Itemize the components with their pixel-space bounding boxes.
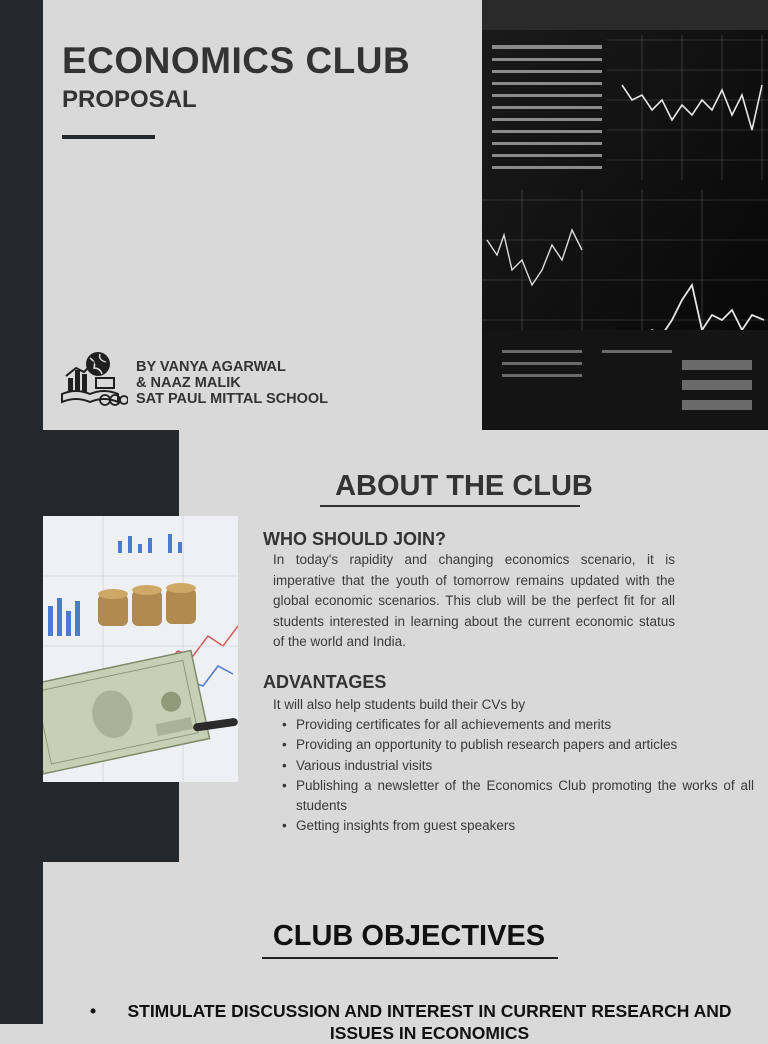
who-should-join-text: In today's rapidity and changing economics scenario, it is imperative that the youth of tomorrow remains updated with the global economic scenarios. This club will be the perfect fit for all students interested in learning about the current economic status of the world and India. (273, 552, 675, 649)
about-section-title: ABOUT THE CLUB (335, 470, 593, 502)
who-should-join-heading: WHO SHOULD JOIN? (263, 529, 446, 549)
advantage-item: • Various industrial visits (282, 756, 754, 776)
advantages-intro: It will also help students build their CVs by (273, 697, 526, 712)
left-dark-bar (0, 0, 43, 1024)
objectives-title-underline (262, 957, 558, 959)
author-line-2: & NAAZ MALIK (136, 375, 241, 391)
money-coins-photo (43, 516, 238, 782)
authors-block (136, 359, 328, 407)
advantage-item: • Publishing a newsletter of the Economics Club promoting the works of all students (282, 776, 754, 817)
economics-logo-icon (60, 350, 128, 408)
author-line-1: BY VANYA AGARWAL (136, 359, 286, 375)
advantage-item: • Getting insights from guest speakers (282, 816, 754, 836)
title-underline (62, 135, 155, 139)
objectives-section-title: CLUB OBJECTIVES (272, 920, 546, 952)
page-subtitle: PROPOSAL (62, 86, 197, 113)
author-line-school: SAT PAUL MITTAL SCHOOL (136, 391, 328, 407)
advantage-item: • Providing an opportunity to publish research papers and articles (282, 735, 754, 755)
objectives-list (90, 1000, 750, 1044)
advantages-list (282, 715, 754, 837)
advantages-heading: ADVANTAGES (263, 672, 387, 692)
stock-market-screen-image (482, 0, 768, 430)
about-title-underline (320, 505, 580, 507)
objective-item: • STIMULATE DISCUSSION AND INTEREST IN CURRENT RESEARCH AND ISSUES IN ECONOMICS (90, 1000, 750, 1044)
advantage-item: • Providing certificates for all achievements and merits (282, 715, 754, 735)
page-title: ECONOMICS CLUB (62, 40, 411, 81)
